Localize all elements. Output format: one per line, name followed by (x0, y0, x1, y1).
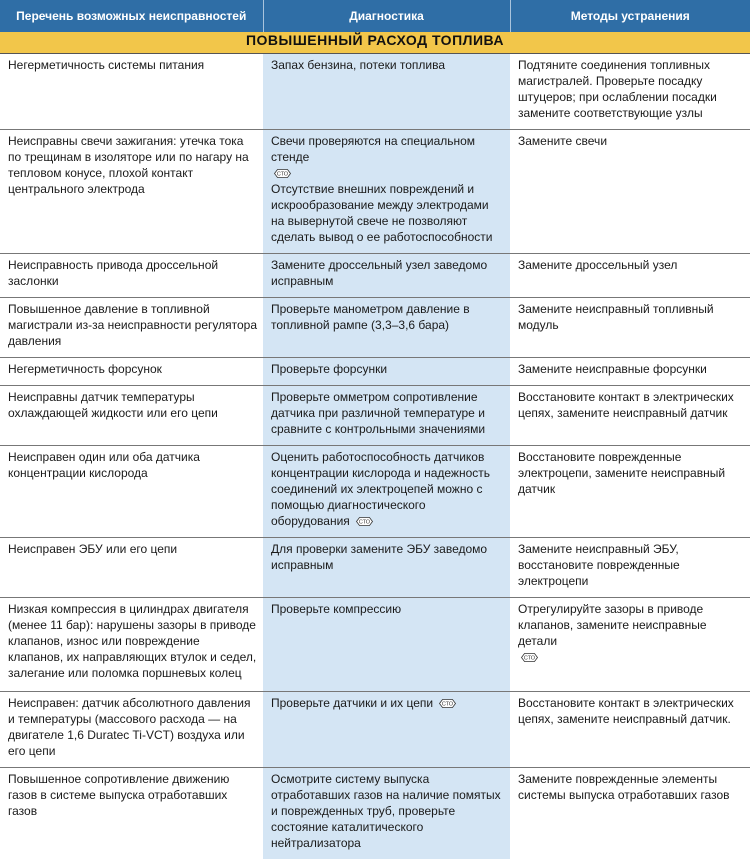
header-diagnosis: Диагностика (263, 0, 510, 32)
sto-badge-icon (521, 653, 538, 662)
diagnosis-cell: Проверьте компрессию (263, 598, 510, 692)
table-row (0, 358, 750, 386)
fault-cell: Неисправен один или оба датчика концентрации кислорода (0, 446, 263, 538)
table-row (0, 692, 750, 768)
sto-badge-icon (356, 517, 373, 526)
header-remedies: Методы устранения (510, 0, 750, 32)
fault-cell: Неисправность привода дроссельной заслонки (0, 254, 263, 298)
remedy-cell: Замените неисправный ЭБУ, восстановите поврежденные электроцепи (510, 538, 750, 598)
sto-badge-text: СТО (442, 702, 454, 708)
table-row (0, 298, 750, 358)
diagnosis-cell: Запах бензина, потеки топлива (263, 54, 510, 130)
fault-cell: Повышенное сопротивление движению газов в системе выпуска отработавших газов (0, 768, 263, 859)
section-row (0, 32, 750, 54)
remedy-cell: Замените дроссельный узел (510, 254, 750, 298)
remedy-cell: Замените поврежденные элементы системы выпуска отработавших газов (510, 768, 750, 859)
fault-cell: Негерметичность форсунок (0, 358, 263, 386)
remedy-cell (510, 598, 750, 692)
diagnosis-note: Отсутствие внешних повреждений и искрообразование между электродами на вывернутой свече не позволяют сделать вывод о ее работоспособности (271, 181, 504, 245)
table-row (0, 768, 750, 859)
diagnosis-cell: Осмотрите систему выпуска отработавших газов на наличие помятых и поврежденных труб, проверьте состояние каталитического нейтрализатора (263, 768, 510, 859)
fault-cell: Повышенное давление в топливной магистрали из-за неисправности регулятора давления (0, 298, 263, 358)
diagnosis-text: Оценить работоспособность датчиков концентрации кислорода и надежность соединений их электроцепей можно с помощью диагностического оборудования (271, 450, 490, 528)
remedy-cell: Восстановите контакт в электрических цепях, замените неисправный датчик (510, 386, 750, 446)
header-faults: Перечень возможных неисправностей (0, 0, 263, 32)
remedy-text: Отрегулируйте зазоры в приводе клапанов, замените неисправные детали (518, 602, 707, 648)
section-title: ПОВЫШЕННЫЙ РАСХОД ТОПЛИВА (0, 32, 750, 54)
diagnosis-cell: Проверьте манометром давление в топливной рампе (3,3–3,6 бара) (263, 298, 510, 358)
fault-cell: Неисправны датчик температуры охлаждающей жидкости или его цепи (0, 386, 263, 446)
fault-cell: Низкая компрессия в цилиндрах двигателя (менее 11 бар): нарушены зазоры в приводе клапанов, износ или повреждение клапанов, их направляющих втулок и седел, залегание или поломка поршневых колец (0, 598, 263, 692)
remedy-cell: Восстановите поврежденные электроцепи, замените неисправный датчик (510, 446, 750, 538)
sto-badge-text: СТО (359, 520, 371, 526)
remedy-cell: Подтяните соединения топливных магистралей. Проверьте посадку штуцеров; при ослаблении посадки замените соответствующие узлы (510, 54, 750, 130)
remedy-cell: Замените свечи (510, 130, 750, 254)
table-row (0, 130, 750, 254)
sto-badge-text: СТО (524, 656, 536, 662)
diagnosis-cell (263, 130, 510, 254)
fault-cell: Неисправен: датчик абсолютного давления и температуры (массового расхода — на двигателе 1,6 Duratec Ti-VCT) воздуха или его цепи (0, 692, 263, 768)
fault-cell: Неисправен ЭБУ или его цепи (0, 538, 263, 598)
sto-badge-line (271, 165, 504, 181)
remedy-cell: Замените неисправные форсунки (510, 358, 750, 386)
table-row (0, 54, 750, 130)
diagnosis-cell: Для проверки замените ЭБУ заведомо исправным (263, 538, 510, 598)
remedy-cell: Замените неисправный топливный модуль (510, 298, 750, 358)
sto-badge-line (518, 649, 744, 665)
table-row (0, 446, 750, 538)
table-header (0, 0, 750, 32)
diagnosis-cell: Проверьте омметром сопротивление датчика при различной температуре и сравните с контрольными значениями (263, 386, 510, 446)
table-row (0, 386, 750, 446)
table-row (0, 254, 750, 298)
diagnosis-text: Свечи проверяются на специальном стенде (271, 134, 475, 164)
diagnosis-cell: Замените дроссельный узел заведомо исправным (263, 254, 510, 298)
diagnosis-text: Проверьте датчики и их цепи (271, 696, 433, 710)
fault-cell: Неисправны свечи зажигания: утечка тока по трещинам в изоляторе или по нагару на тепловом конусе, плохой контакт центрального электрода (0, 130, 263, 254)
sto-badge-icon (274, 169, 291, 178)
fault-cell: Негерметичность системы питания (0, 54, 263, 130)
remedy-cell: Восстановите контакт в электрических цепях, замените неисправный датчик. (510, 692, 750, 768)
table-row (0, 598, 750, 692)
diagnosis-cell (263, 446, 510, 538)
table-row (0, 538, 750, 598)
diagnosis-cell: Проверьте форсунки (263, 358, 510, 386)
diagnosis-cell (263, 692, 510, 768)
sto-badge-text: СТО (277, 172, 289, 178)
